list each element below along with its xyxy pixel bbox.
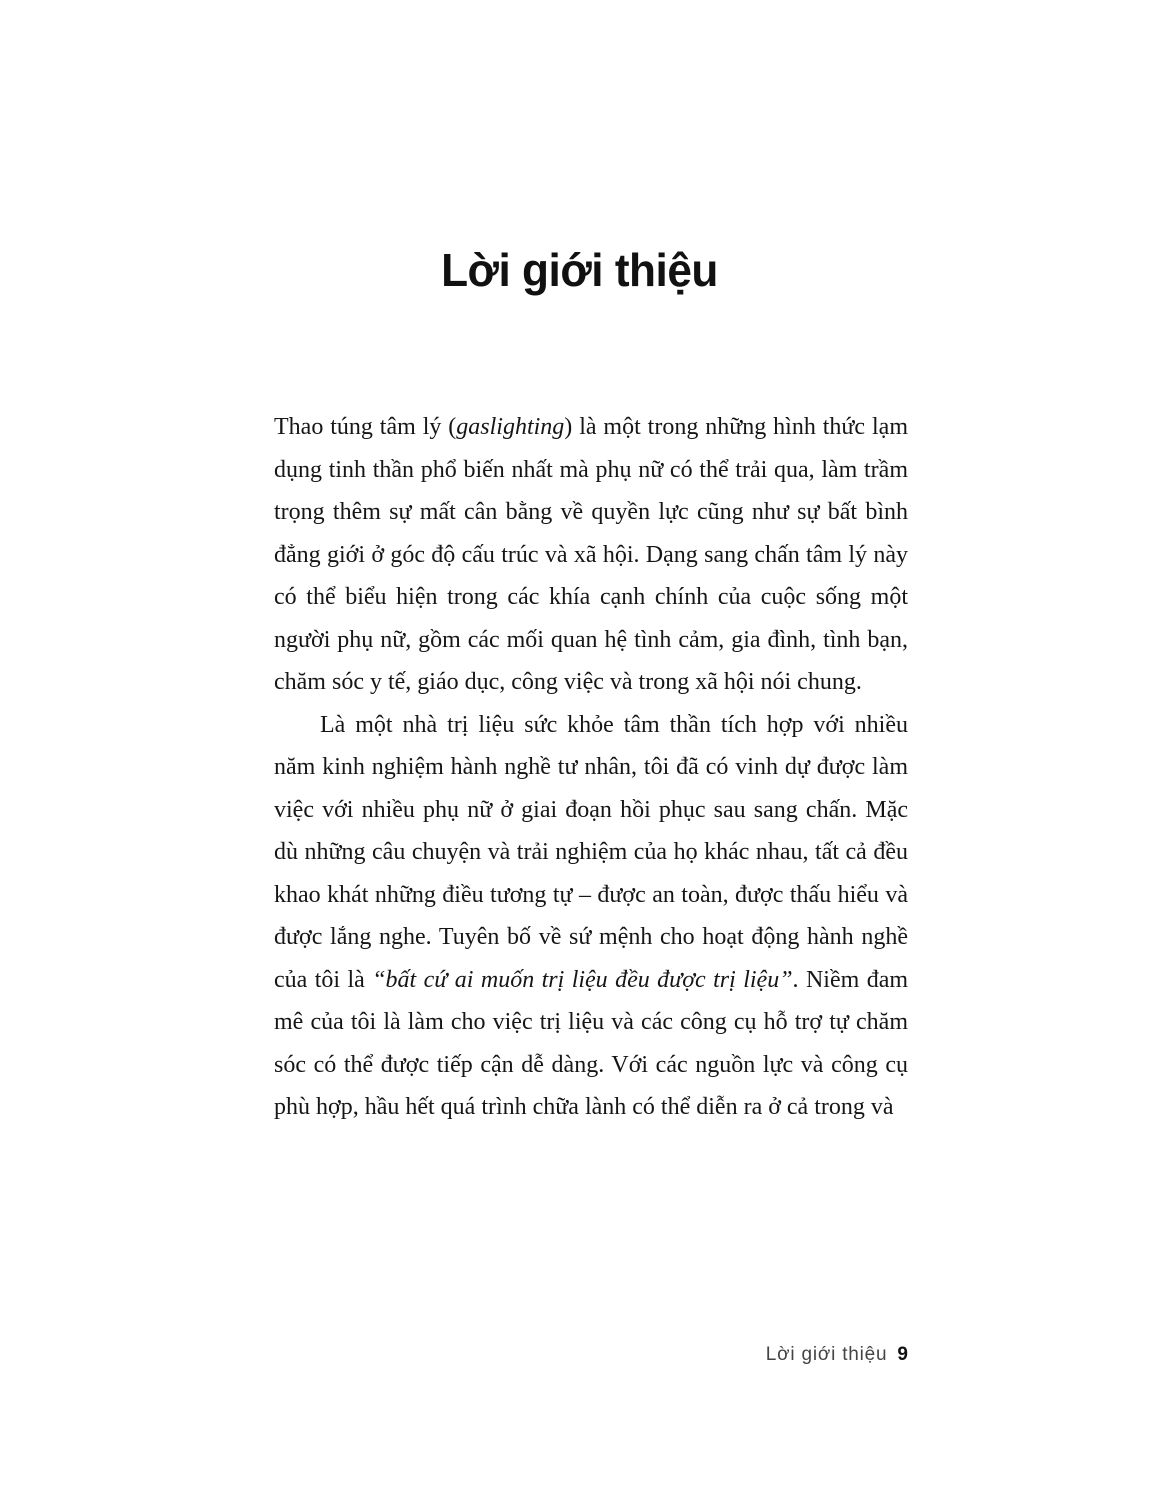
text-run: Là một nhà trị liệu sức khỏe tâm thần tích hợp với nhiều năm kinh nghiệm hành nghề tư nhân, tôi đã có vinh dự được làm việc với nhiều phụ nữ ở giai đoạn hồi phục sau sang chấn. Mặc dù những câu chuyện và trải nghiệm của họ khác nhau, tất cả đều khao khát những điều tương tự – được an toàn, được thấu hiểu và được lắng nghe. Tuyên bố về sứ mệnh cho hoạt động hành nghề của tôi là — [274, 711, 908, 993]
body-paragraph — [274, 406, 908, 704]
page-footer — [274, 1344, 908, 1366]
text-run: . Niềm đam mê của tôi là làm cho việc trị liệu và các công cụ hỗ trợ tự chăm sóc có thể được tiếp cận dễ dàng. Với các nguồn lực và công cụ phù hợp, hầu hết quá trình chữa lành có thể diễn ra ở cả trong và — [274, 966, 909, 1120]
chapter-title: Lời giới thiệu — [441, 244, 718, 296]
text-run-italic: “bất cứ ai muốn trị liệu đều được trị liệu” — [372, 966, 793, 993]
text-run: Thao túng tâm lý ( — [274, 414, 457, 440]
footer-section-label: Lời giới thiệu — [765, 1344, 888, 1365]
text-run-italic: gaslighting — [456, 414, 565, 440]
body-text — [274, 406, 908, 1129]
body-paragraph — [274, 704, 908, 1129]
footer-page-number: 9 — [897, 1344, 908, 1365]
text-run: ) là một trong những hình thức lạm dụng tinh thần phổ biến nhất mà phụ nữ có thể trải qua, làm trầm trọng thêm sự mất cân bằng về quyền lực cũng như sự bất bình đẳng giới ở góc độ cấu trúc và xã hội. Dạng sang chấn tâm lý này có thể biểu hiện trong các khía cạnh chính của cuộc sống một người phụ nữ, gồm các mối quan hệ tình cảm, gia đình, tình bạn, chăm sóc y tế, giáo dục, công việc và trong xã hội nói chung. — [274, 414, 908, 695]
